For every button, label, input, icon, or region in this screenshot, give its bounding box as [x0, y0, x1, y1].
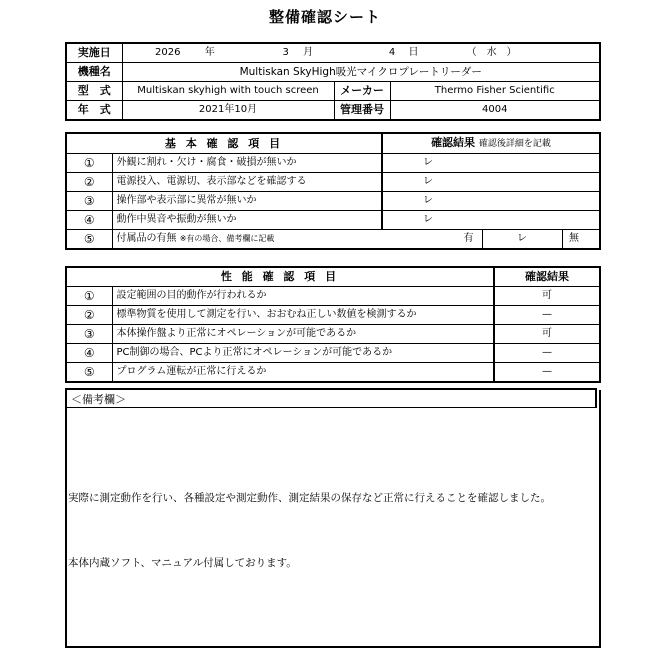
model-value: Multiskan SkyHigh吸光マイクロプレートリーダー	[122, 63, 600, 82]
basic-item-row	[66, 211, 600, 230]
performance-item-no: ②	[66, 306, 112, 325]
basic-result-note: 確認後詳細を記載	[478, 139, 551, 149]
performance-result-header: 確認結果	[494, 267, 600, 287]
maker-value: Thermo Fisher Scientific	[390, 82, 600, 101]
performance-item-row	[66, 363, 600, 383]
type-label: 型 式	[66, 82, 122, 101]
performance-item-row	[66, 325, 600, 344]
date-year: 2026	[155, 47, 181, 58]
basic-item-no: ⑤	[66, 230, 112, 250]
page-title: 整備確認シート	[268, 8, 381, 26]
basic-item-row	[66, 192, 600, 211]
performance-item-text: 設定範囲の目的動作が行われるか	[112, 287, 494, 306]
performance-item-row	[66, 287, 600, 306]
date-weekday: （ 水 ）	[466, 47, 517, 58]
accessory-note: ※有の場合、備考欄に記載	[179, 234, 275, 243]
accessory-label: 付属品の有無	[116, 233, 177, 244]
type-row	[66, 82, 600, 101]
basic-item-result: レ	[382, 173, 600, 192]
year-model-label: 年 式	[66, 101, 122, 121]
performance-header: 性 能 確 認 項 目	[66, 267, 494, 287]
date-value	[122, 43, 600, 63]
model-label: 機種名	[66, 63, 122, 82]
basic-header-row	[66, 133, 600, 154]
year-model-row	[66, 101, 600, 121]
performance-item-row	[66, 306, 600, 325]
basic-item-row	[66, 154, 600, 173]
accessory-mark: レ	[482, 230, 562, 250]
basic-header: 基 本 確 認 項 目	[66, 133, 382, 154]
basic-item-text: 動作中異音や振動が無いか	[112, 211, 382, 230]
accessory-has: 有	[463, 233, 474, 244]
performance-item-result: —	[494, 306, 600, 325]
performance-item-text: PC制御の場合、PCより正常にオペレーションが可能であるか	[112, 344, 494, 363]
basic-item-result: レ	[382, 192, 600, 211]
control-value: 4004	[390, 101, 600, 121]
date-month-unit: 月	[303, 47, 314, 58]
performance-item-result: —	[494, 344, 600, 363]
date-year-unit: 年	[204, 47, 215, 58]
model-row	[66, 63, 600, 82]
performance-item-no: ③	[66, 325, 112, 344]
performance-item-text: 標準物質を使用して測定を行い、おおむね正しい数値を検測するか	[112, 306, 494, 325]
basic-item-result: レ	[382, 211, 600, 230]
performance-item-no: ①	[66, 287, 112, 306]
performance-item-row	[66, 344, 600, 363]
basic-item-no: ④	[66, 211, 112, 230]
date-label: 実施日	[66, 43, 122, 63]
basic-item-no: ③	[66, 192, 112, 211]
control-label: 管理番号	[334, 101, 390, 121]
performance-item-result: 可	[494, 287, 600, 306]
basic-item-no: ①	[66, 154, 112, 173]
remarks-line-1: 実際に測定動作を行い、各種設定や測定動作、測定結果の保存など正常に行えることを確認しました。	[68, 492, 551, 504]
accessory-none: 無	[562, 230, 600, 250]
date-day-unit: 日	[408, 47, 419, 58]
performance-check-table	[65, 266, 601, 383]
type-value: Multiskan skyhigh with touch screen	[122, 82, 334, 101]
maker-label: メーカー	[334, 82, 390, 101]
performance-item-no: ⑤	[66, 363, 112, 383]
date-month: 3	[282, 47, 289, 58]
basic-item-text: 外観に割れ・欠け・腐食・破損が無いか	[112, 154, 382, 173]
remarks-box	[65, 390, 601, 648]
basic-item-text: 電源投入、電源切、表示部などを確認する	[112, 173, 382, 192]
date-row	[66, 43, 600, 63]
remarks-line-2: 本体内蔵ソフト、マニュアル付属しております。	[68, 557, 297, 569]
performance-item-text: 本体操作盤より正常にオペレーションが可能であるか	[112, 325, 494, 344]
basic-item-text: 操作部や表示部に異常が無いか	[112, 192, 382, 211]
performance-item-text: プログラム運転が正常に行えるか	[112, 363, 494, 383]
basic-item-row	[66, 230, 600, 250]
basic-item-no: ②	[66, 173, 112, 192]
basic-item-text	[112, 230, 482, 250]
info-table	[65, 42, 601, 121]
basic-item-row	[66, 173, 600, 192]
year-model-value: 2021年10月	[122, 101, 334, 121]
performance-item-result: 可	[494, 325, 600, 344]
basic-check-table	[65, 132, 601, 250]
basic-item-result: レ	[382, 154, 600, 173]
performance-item-no: ④	[66, 344, 112, 363]
basic-result-header	[382, 133, 600, 154]
performance-item-result: —	[494, 363, 600, 383]
performance-header-row	[66, 267, 600, 287]
basic-result-title: 確認結果	[431, 136, 476, 149]
date-day: 4	[388, 47, 396, 58]
remarks-label: ＜備考欄＞	[65, 388, 597, 408]
